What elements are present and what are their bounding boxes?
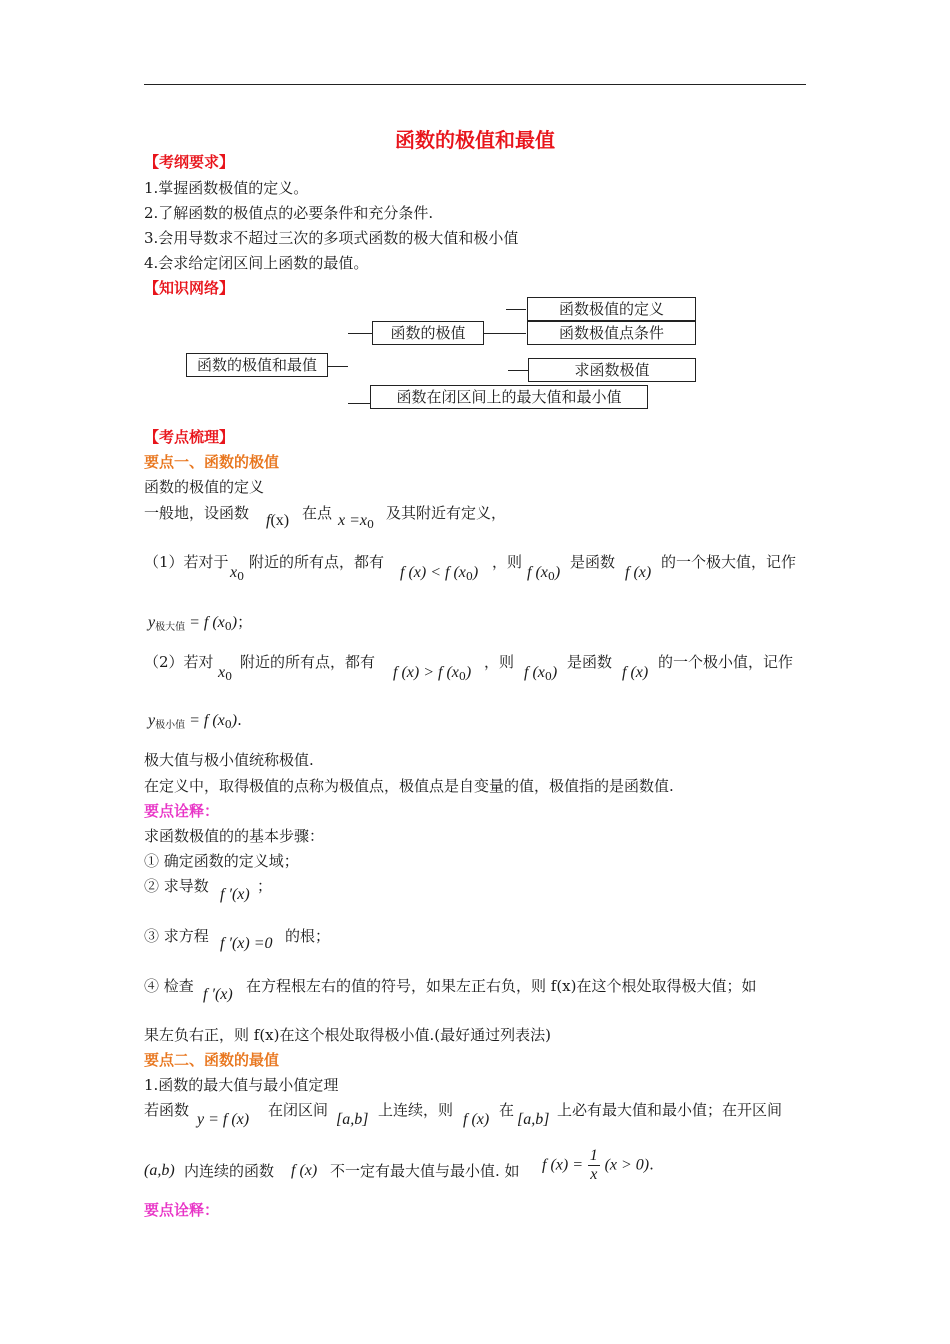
kaogang-item-3: 3.会用导数求不超过三次的多项式函数的极大值和极小值 (144, 229, 519, 247)
node-root: 函数的极值和最值 (186, 353, 328, 377)
steps-intro: 求函数极值的的基本步骤： (144, 827, 325, 845)
math-ineq-greater: f (x) > f $(x_0)$ (393, 664, 472, 683)
page-title: 函数的极值和最值 (395, 128, 555, 152)
math-x0: $x_0$ (230, 564, 245, 583)
math-closed-interval: [a,b] (517, 1111, 550, 1128)
extremum-point-note: 在定义中，取得极值的点称为极值点，极值点是自变量的值，极值指的是函数值. (144, 777, 674, 795)
section-kaodian: 【考点梳理】 (144, 428, 235, 446)
math-open-interval: (a,b) (144, 1162, 175, 1179)
theorem-text-g: 不一定有最大值与最小值. 如 (330, 1162, 520, 1180)
math-y-min: $y_{极小值} = f$ $(x_0)$. (148, 711, 242, 731)
note-heading-2: 要点诠释： (144, 1201, 220, 1219)
step-4-text: ④ 检查 (144, 977, 194, 995)
case2-prefix: （2）若对 (144, 653, 214, 671)
extremum-summary: 极大值与极小值统称极值. (144, 751, 314, 769)
step-3-text: ③ 求方程 (144, 927, 209, 945)
node-def: 函数极值的定义 (527, 297, 696, 321)
node-find: 求函数极值 (528, 358, 696, 382)
note-heading-1: 要点诠释： (144, 802, 220, 820)
case2-text-a: 附近的所有点，都有 (240, 653, 376, 671)
theorem-text-b: 在闭区间 (268, 1101, 329, 1119)
connector-root (328, 366, 348, 367)
math-y-max: $y_{极大值} = f$ $(x_0)$； (148, 613, 253, 633)
math-ineq-less: f (x) < f $(x_0)$ (400, 564, 479, 583)
section-kaogang: 【考纲要求】 (144, 153, 235, 171)
math-f-prime: f ′(x) (203, 986, 233, 1003)
header-rule (144, 84, 806, 85)
step-4-tail: 在方程根左右的值的符号，如果左正右负，则 f(x)在这个根处取得极大值；如 (246, 977, 757, 995)
math-f-prime-eq-0: f ′(x) =0 (220, 935, 273, 952)
math-fx: f (x) (291, 1162, 318, 1179)
math-fx: f (x) (625, 564, 652, 581)
point1-subtitle: 函数的极值的定义 (144, 478, 265, 496)
math-example-function: f (x) = $\frac{1}{x}$ (x > 0). (542, 1147, 654, 1183)
point1-title: 要点一、函数的极值 (144, 453, 280, 471)
math-closed-interval: [a,b] (336, 1111, 369, 1128)
case1-text-d: 的一个极大值，记作 (661, 553, 797, 571)
math-fx: f(x) (266, 512, 290, 529)
step-2-text: ② 求导数 (144, 877, 209, 895)
theorem-text-c: 上连续，则 (378, 1101, 454, 1119)
step-2-punct: ； (257, 877, 273, 895)
case2-text-c: 是函数 (567, 653, 613, 671)
node-closed: 函数在闭区间上的最大值和最小值 (370, 385, 648, 409)
definition-point-text: 在点 (302, 504, 333, 522)
step-3-tail: 的根； (285, 927, 331, 945)
math-fx0: f $(x_0)$ (524, 664, 558, 683)
theorem-text-f: 内连续的函数 (184, 1162, 275, 1180)
connector-closed (348, 403, 370, 404)
theorem-text-a: 若函数 (144, 1101, 190, 1119)
math-y-eq-fx: y = f (x) (197, 1111, 250, 1128)
case1-prefix: （1）若对于 (144, 553, 229, 571)
kaogang-item-1: 1.掌握函数极值的定义。 (144, 179, 309, 197)
math-x-eq-x0: $x =x_0$ (338, 512, 374, 531)
case2-text-b: ，则 (484, 653, 515, 671)
node-mid: 函数的极值 (372, 321, 484, 345)
math-fx: f (x) (463, 1111, 490, 1128)
kaogang-item-4: 4.会求给定闭区间上函数的最值。 (144, 254, 369, 272)
node-cond: 函数极值点条件 (527, 321, 696, 345)
case1-text-c: 是函数 (570, 553, 616, 571)
math-f-prime: f ′(x) (220, 886, 250, 903)
step-4-continued: 果左负右正，则 f(x)在这个根处取得极小值.(最好通过列表法) (144, 1026, 551, 1044)
theorem-text-d: 在 (499, 1101, 515, 1119)
connector-def (506, 309, 526, 310)
connector-mid-right (484, 333, 526, 334)
math-fx: f (x) (622, 664, 649, 681)
connector-mid-left (348, 333, 372, 334)
definition-intro-text: 一般地，设函数 (144, 504, 250, 522)
connector-find (508, 370, 528, 371)
math-x0: $x_0$ (218, 664, 233, 683)
point2-title: 要点二、函数的最值 (144, 1051, 280, 1069)
case2-text-d: 的一个极小值，记作 (658, 653, 794, 671)
point2-subtitle: 1.函数的最大值与最小值定理 (144, 1076, 339, 1094)
theorem-text-e: 上必有最大值和最小值；在开区间 (557, 1101, 783, 1119)
step-1: ① 确定函数的定义域； (144, 852, 299, 870)
math-fx0: f $(x_0)$ (527, 564, 561, 583)
case1-text-a: 附近的所有点，都有 (249, 553, 385, 571)
kaogang-item-2: 2.了解函数的极值点的必要条件和充分条件. (144, 204, 434, 222)
case1-text-b: ，则 (492, 553, 523, 571)
section-network: 【知识网络】 (144, 279, 235, 297)
definition-tail-text: 及其附近有定义， (386, 504, 507, 522)
